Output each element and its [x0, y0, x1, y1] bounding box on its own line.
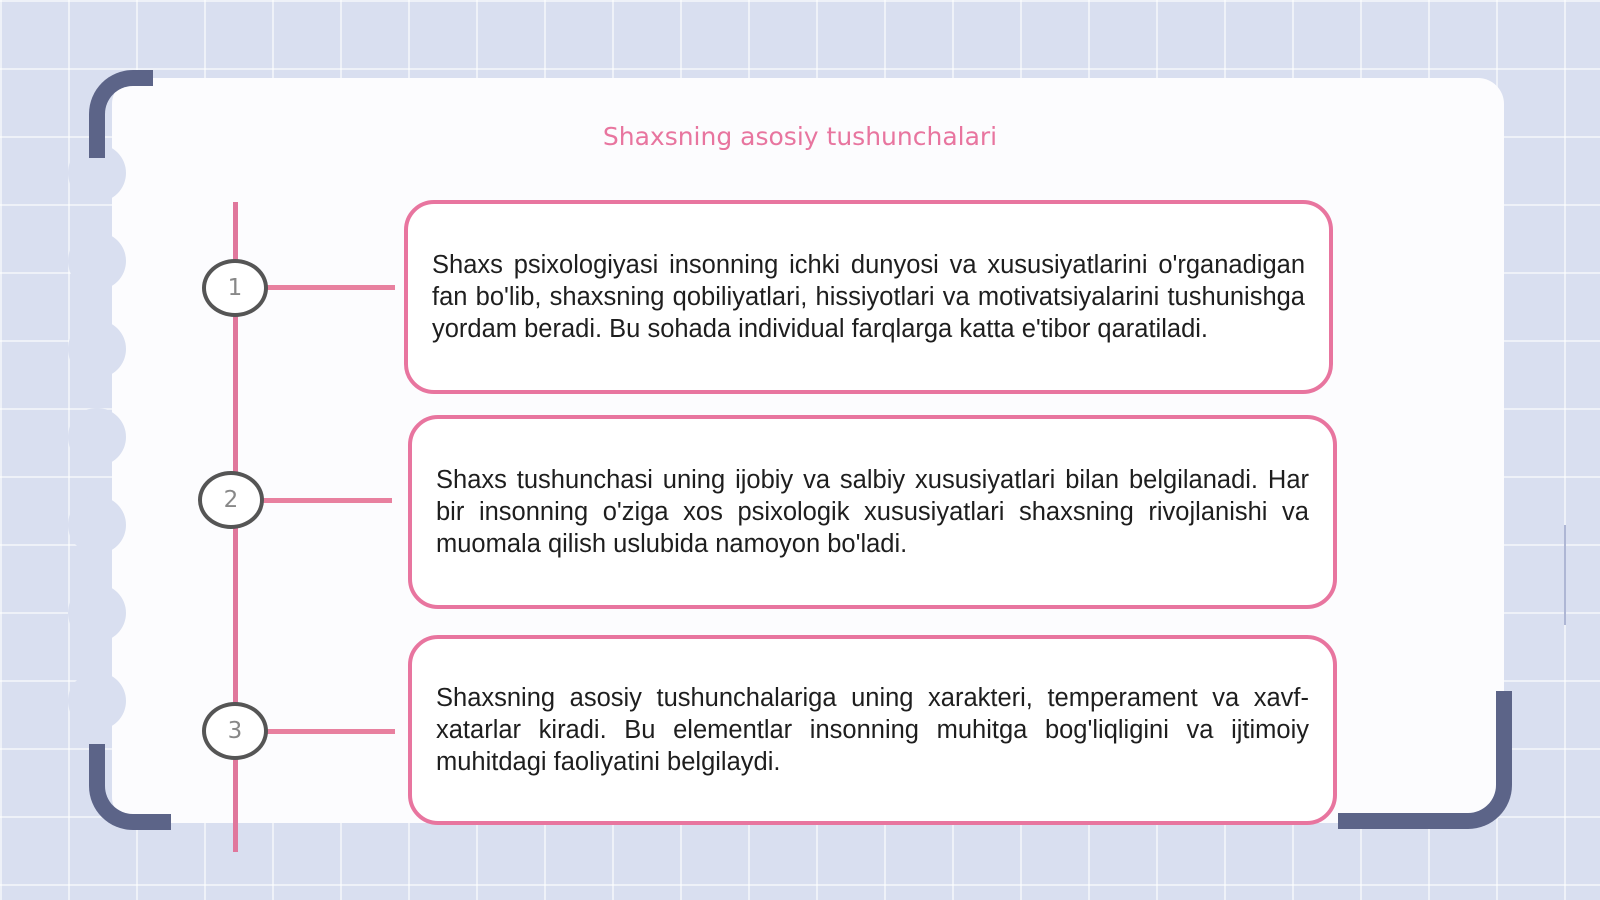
- timeline-connector: [262, 498, 392, 503]
- decorative-line: [1564, 525, 1566, 625]
- scallop-decoration: [68, 672, 126, 730]
- card-text: Shaxs tushunchasi uning ijobiy va salbiy xususiyatlari bilan belgilanadi. Har bir insonning o'ziga xos psixologik xususiyatlari shaxsning rivojlanishi va muomala qilish uslubida namoyon bo'ladi.: [436, 466, 1309, 558]
- scallop-decoration: [68, 496, 126, 554]
- scallop-decoration: [68, 584, 126, 642]
- scallop-decoration: [68, 232, 126, 290]
- timeline-connector: [265, 729, 395, 734]
- scallop-decoration: [68, 408, 126, 466]
- card-text: Shaxsning asosiy tushunchalariga uning xarakteri, temperament va xavf-xatarlar kiradi. Bu elementlar insonning muhitga bog'liqligini va ijtimoiy muhitdagi faoliyatini belgilaydi.: [436, 684, 1309, 776]
- step-number-1: 1: [202, 259, 268, 317]
- scallop-decoration: [68, 320, 126, 378]
- step-number-3: 3: [202, 702, 268, 760]
- corner-bracket-bottom-left: [89, 744, 171, 830]
- step-number-2: 2: [198, 471, 264, 529]
- content-card-3: [408, 635, 1337, 825]
- content-card-1: [404, 200, 1333, 394]
- card-text: Shaxs psixologiyasi insonning ichki dunyosi va xususiyatlarini o'rganadigan fan bo'lib, shaxsning qobiliyatlari, hissiyotlari va motivatsiyalarini tushunishga yordam beradi. Bu sohada individual farqlarga katta e'tibor qaratiladi.: [432, 251, 1305, 343]
- content-card-2: [408, 415, 1337, 609]
- corner-bracket-bottom-right: [1338, 691, 1512, 829]
- timeline-connector: [265, 285, 395, 290]
- page-title: Shaxsning asosiy tushunchalari: [602, 122, 998, 151]
